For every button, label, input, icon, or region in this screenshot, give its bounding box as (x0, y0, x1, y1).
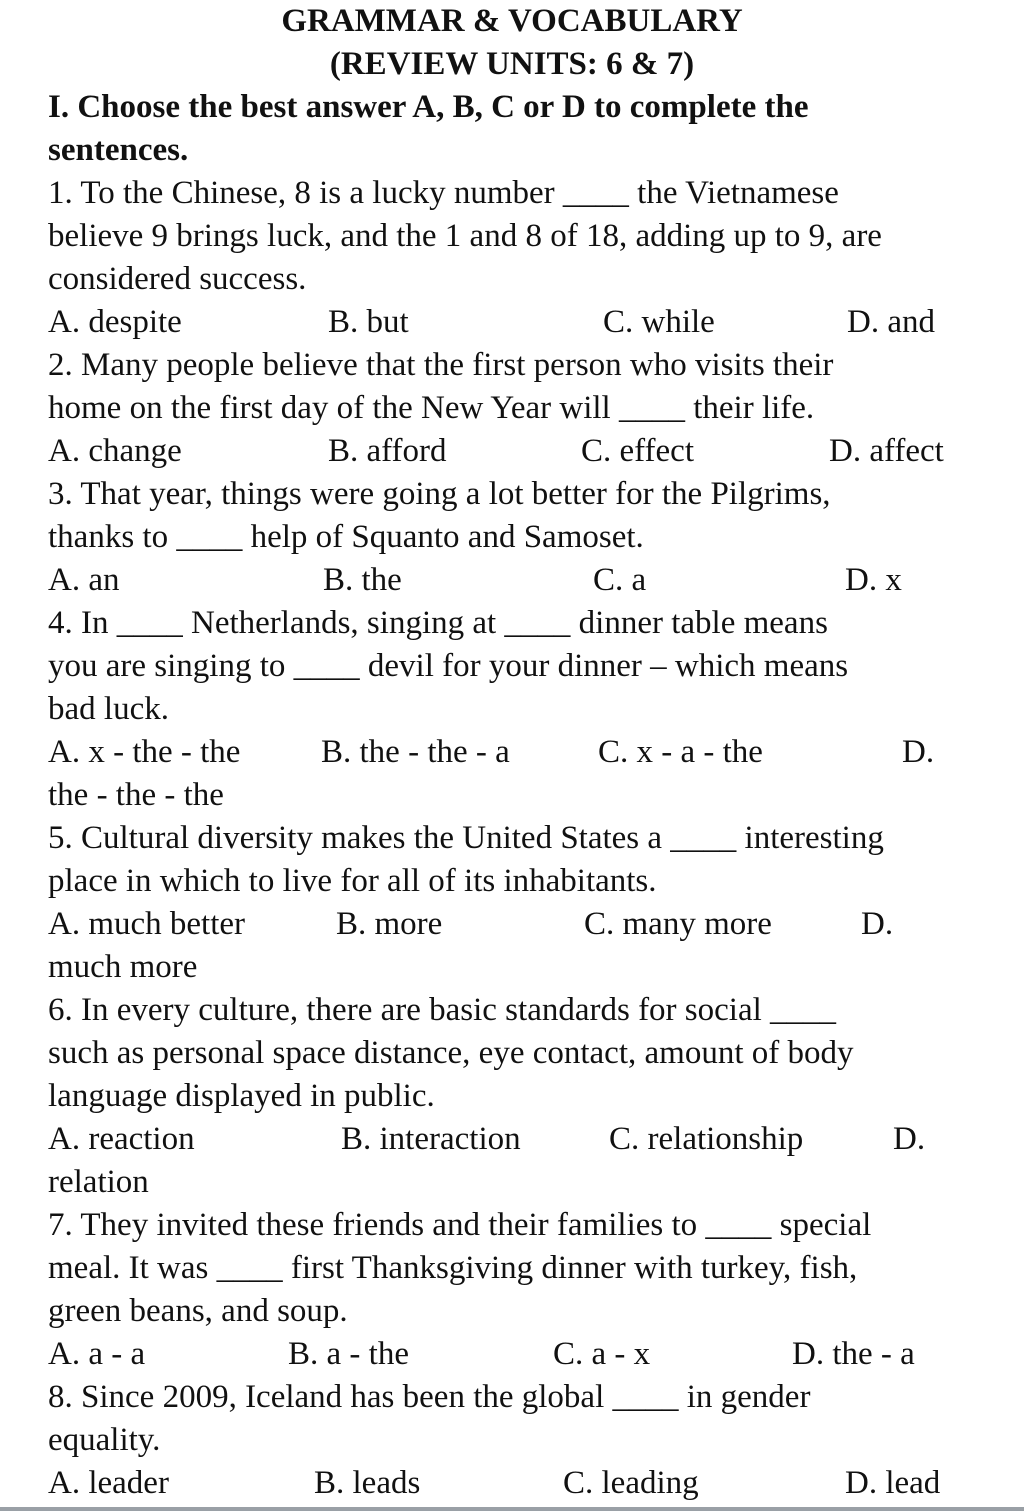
question-2-option-a: A. change (48, 433, 182, 469)
question-2-option-d: D. affect (829, 433, 944, 469)
question-3-option-b: B. the (323, 562, 402, 598)
question-3-option-a: A. an (48, 562, 120, 598)
question-3-option-c: C. a (593, 562, 647, 598)
page-title: GRAMMAR & VOCABULARY (281, 3, 743, 39)
question-5-text: 5. Cultural diversity makes the United States a ____ interesting (48, 820, 884, 856)
question-4-option-a: A. x - the - the (48, 734, 241, 770)
question-4-option-b: B. the - the - a (321, 734, 510, 770)
question-6-option-c: C. relationship (609, 1121, 804, 1157)
question-5-option-a: A. much better (48, 906, 246, 942)
question-4-text: 4. In ____ Netherlands, singing at ____ dinner table means (48, 605, 828, 641)
question-5-option-b: B. more (336, 906, 443, 942)
question-4-text: you are singing to ____ devil for your dinner – which means (48, 648, 849, 684)
question-7-text: 7. They invited these friends and their families to ____ special (48, 1207, 872, 1243)
page-bottom-edge (0, 1507, 1024, 1511)
question-5-text: place in which to live for all of its inhabitants. (48, 863, 657, 899)
question-4-option-d: D. (902, 734, 935, 770)
question-7-option-c: C. a - x (553, 1336, 651, 1372)
question-1-text: considered success. (48, 261, 307, 297)
question-8-text: 8. Since 2009, Iceland has been the global ____ in gender (48, 1379, 811, 1415)
question-6-option-b: B. interaction (341, 1121, 521, 1157)
question-7-option-a: A. a - a (48, 1336, 146, 1372)
question-3-option-d: D. x (845, 562, 902, 598)
question-4-option-c: C. x - a - the (598, 734, 763, 770)
question-2-option-c: C. effect (581, 433, 695, 469)
page-subtitle: (REVIEW UNITS: 6 & 7) (329, 46, 695, 82)
question-2-option-b: B. afford (328, 433, 447, 469)
question-7-option-b: B. a - the (288, 1336, 409, 1372)
question-8-option-a: A. leader (48, 1465, 169, 1501)
question-2-text: home on the first day of the New Year will ____ their life. (48, 390, 815, 426)
question-8-option-d: D. lead (845, 1465, 941, 1501)
question-8-option-b: B. leads (314, 1465, 421, 1501)
question-3-text: 3. That year, things were going a lot better for the Pilgrims, (48, 476, 831, 512)
question-1-text: believe 9 brings luck, and the 1 and 8 of 18, adding up to 9, are (48, 218, 882, 254)
question-1-option-c: C. while (603, 304, 715, 340)
question-3-text: thanks to ____ help of Squanto and Samoset. (48, 519, 644, 555)
question-1-option-d: D. and (847, 304, 935, 340)
section-instruction: I. Choose the best answer A, B, C or D to complete the (48, 89, 809, 125)
question-1-option-a: A. despite (48, 304, 182, 340)
section-instruction: sentences. (48, 132, 189, 168)
question-6-text: language displayed in public. (48, 1078, 435, 1114)
question-6-text: such as personal space distance, eye contact, amount of body (48, 1035, 854, 1071)
question-6-option-d: D. (893, 1121, 926, 1157)
question-1-text: 1. To the Chinese, 8 is a lucky number ____ the Vietnamese (48, 175, 839, 211)
question-5-option-c: C. many more (584, 906, 772, 942)
question-6-text: 6. In every culture, there are basic standards for social ____ (48, 992, 837, 1028)
question-6-option-d-text: relation (48, 1164, 149, 1200)
question-8-option-c: C. leading (563, 1465, 699, 1501)
question-6-option-a: A. reaction (48, 1121, 195, 1157)
question-1-option-b: B. but (328, 304, 409, 340)
question-5-option-d: D. (861, 906, 894, 942)
question-7-option-d: D. the - a (792, 1336, 915, 1372)
question-7-text: meal. It was ____ first Thanksgiving dinner with turkey, fish, (48, 1250, 858, 1286)
question-4-option-d-text: the - the - the (48, 777, 224, 813)
question-8-text: equality. (48, 1422, 161, 1458)
question-4-text: bad luck. (48, 691, 169, 727)
question-7-text: green beans, and soup. (48, 1293, 348, 1329)
question-5-option-d-text: much more (48, 949, 198, 985)
question-2-text: 2. Many people believe that the first person who visits their (48, 347, 834, 383)
